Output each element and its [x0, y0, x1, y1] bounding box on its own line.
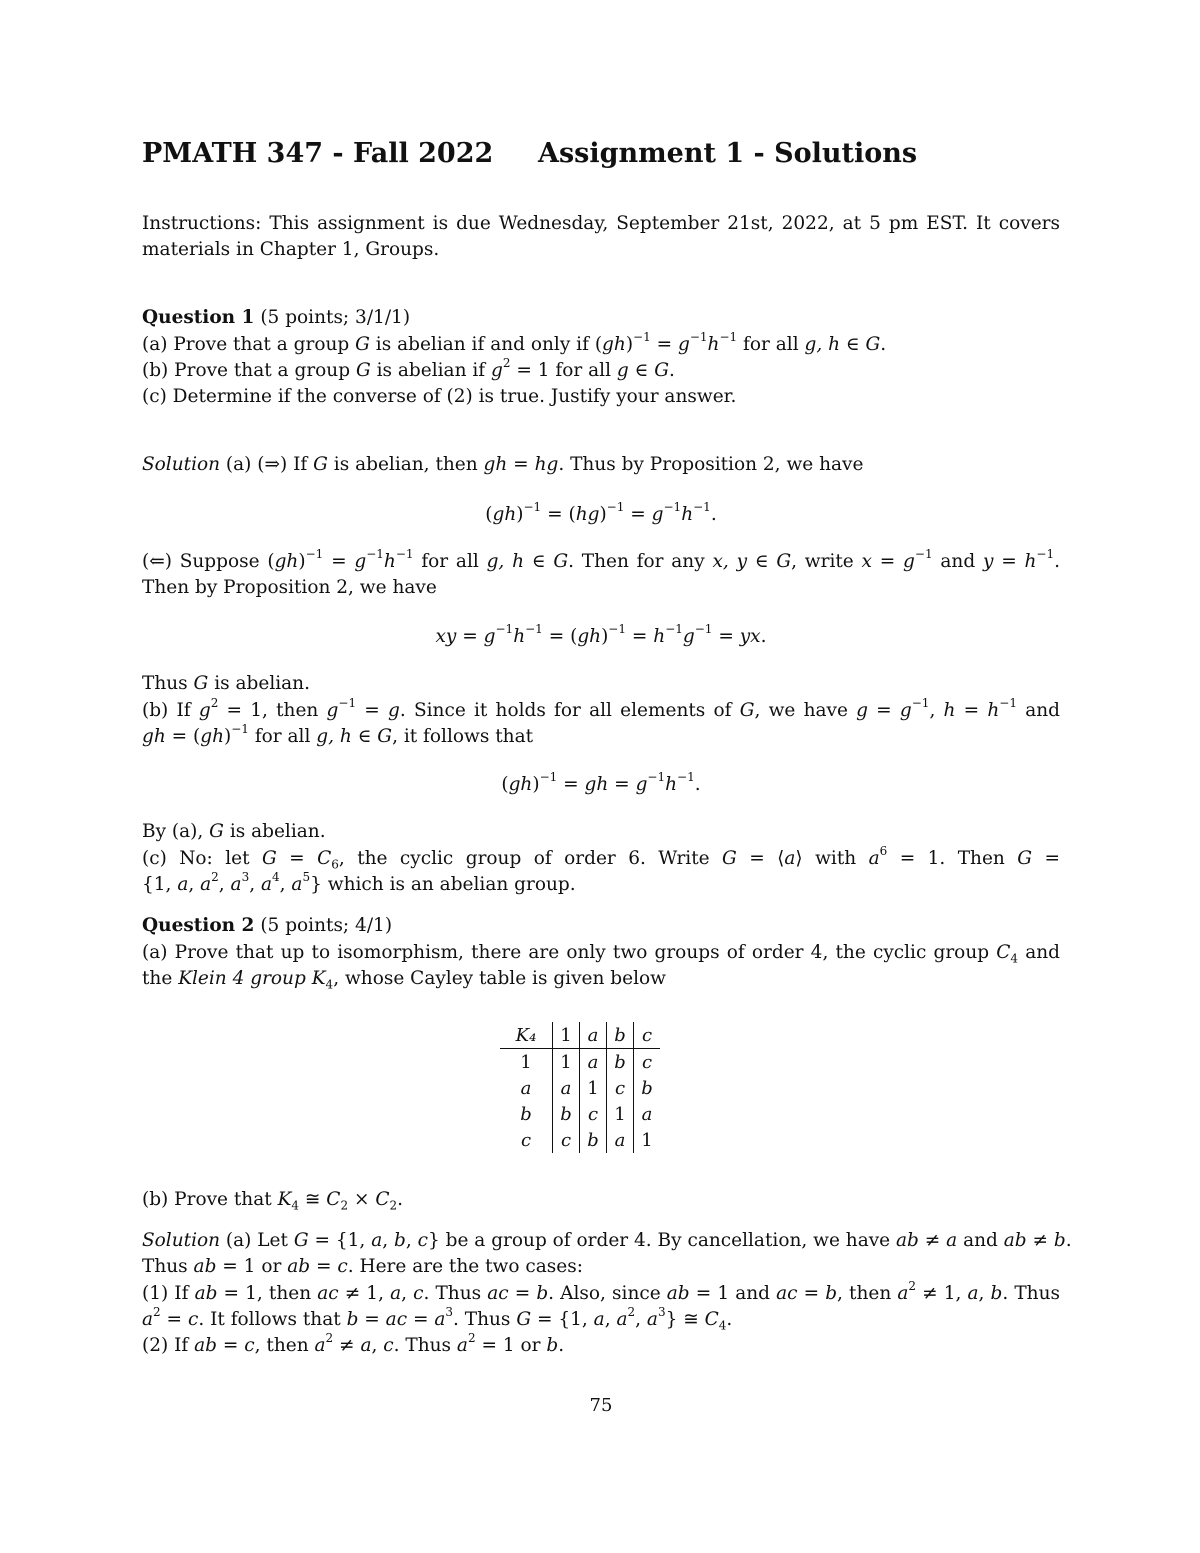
question-1-heading [142, 305, 410, 331]
course-title: PMATH 347 - Fall 2022 [142, 138, 494, 169]
cayley-table-container [500, 1022, 660, 1153]
cayley-cell: c [641, 1051, 653, 1073]
question-1-points: (5 points; 3/1/1) [260, 307, 411, 328]
cayley-cell: a [607, 1127, 634, 1153]
cayley-cell: c [553, 1127, 580, 1153]
cayley-cell: c [580, 1101, 607, 1127]
cayley-cell: 1 [641, 1129, 653, 1151]
cayley-cell: b [553, 1101, 580, 1127]
cayley-cell: 1 [607, 1101, 634, 1127]
document-page [142, 0, 1072, 1553]
cayley-table [500, 1022, 660, 1153]
question-1-part-c: (c) Determine if the converse of (2) is true. Justify your answer. [142, 386, 737, 407]
instructions-line-2: materials in Chapter 1, Groups. [142, 239, 440, 260]
cayley-col-header: c [634, 1022, 661, 1049]
question-2-label: Question 2 [142, 915, 255, 936]
solution-1c-line-2: {1, a, $a^2$, $a^3$, $a^4$, $a^5$} which is an abelian group. [142, 869, 576, 895]
cayley-row [500, 1075, 660, 1101]
question-1-part-a: (a) Prove that a group G is abelian if and only if $(gh)^{-1} = g^{-1}h^{-1}$ for all g, h ∈ G. [142, 329, 887, 355]
solution-1b-line-2: gh = (gh)$^{-1}$ for all g, h ∈ G, it follows that [142, 721, 534, 747]
solution-1b-conclusion: By (a), G is abelian. [142, 821, 326, 842]
question-1-label: Question 1 [142, 307, 255, 328]
document-title [142, 138, 918, 169]
question-2-part-a-line-1: (a) Prove that up to isomorphism, there are only two groups of order 4, the cyclic group $C_4$ and [142, 942, 1061, 966]
cayley-row-header: b [500, 1101, 553, 1127]
equation-3: (gh)$^{-1}$ = gh = $g^{-1}h^{-1}$. [501, 769, 701, 795]
instructions-line-1: Instructions: This assignment is due Wednesday, September 21st, 2022, at 5 pm EST. It covers [142, 213, 1060, 234]
cayley-cell: c [607, 1075, 634, 1101]
cayley-corner: K₄ [500, 1022, 553, 1049]
solution-1a-prop: Then by Proposition 2, we have [142, 577, 437, 598]
cayley-row-header: c [500, 1127, 553, 1153]
solution-1c-line-1: (c) No: let $G = C_6$, the cyclic group of order 6. Write G = ⟨a⟩ with $a^6 = 1$. Then G = [142, 843, 1060, 872]
question-2-points: (5 points; 4/1) [260, 915, 393, 936]
solution-2a-case-1-line-1: (1) If ab = 1, then ac ≠ 1, a, c. Thus ac = b. Also, since ab = 1 and ac = b, then $a^2 \ne 1$, a, b. Thus [142, 1278, 1060, 1304]
solution-1a-conclusion: Thus G is abelian. [142, 673, 310, 694]
solution-1a-converse: (⇐) Suppose $(gh)^{-1} = g^{-1}h^{-1}$ for all g, h ∈ G. Then for any x, y ∈ G, write $x = g^{-1}$ and $y = h^{-1}$. [142, 546, 1060, 572]
cayley-row-header: 1 [500, 1049, 553, 1076]
question-1-part-b: (b) Prove that a group G is abelian if $g^2 = 1$ for all g ∈ G. [142, 355, 675, 381]
cayley-row [500, 1049, 660, 1076]
cayley-row [500, 1101, 660, 1127]
cayley-cell: b [580, 1127, 607, 1153]
cayley-cell: a [580, 1049, 607, 1076]
cayley-cell: 1 [580, 1075, 607, 1101]
solution-2a-case-2: (2) If ab = c, then $a^2 \ne a$, c. Thus $a^2 = 1$ or b. [142, 1330, 565, 1356]
question-2-heading [142, 913, 392, 939]
cayley-row-header: a [500, 1075, 553, 1101]
cayley-cell: a [553, 1075, 580, 1101]
equation-1: $(gh)^{-1} = (hg)^{-1} = g^{-1}h^{-1}$. [485, 499, 717, 525]
solution-1a-intro: Solution (a) (⇒) If G is abelian, then gh = hg. Thus by Proposition 2, we have [142, 454, 864, 475]
cayley-header-row [500, 1022, 660, 1049]
equation-2: xy = $g^{-1}h^{-1} = (gh)^{-1} = h^{-1}g^{-1}$ = yx. [435, 621, 767, 647]
page-number: 75 [589, 1395, 613, 1416]
cayley-col-header: 1 [553, 1022, 580, 1049]
question-2-part-b: (b) Prove that $K_4$ ≅ $C_2 \times C_2$. [142, 1189, 404, 1213]
solution-2a-line-1: Solution (a) Let G = {1, a, b, c} be a group of order 4. By cancellation, we have ab ≠ a and ab ≠ b. [142, 1230, 1072, 1251]
cayley-col-header: a [580, 1022, 607, 1049]
cayley-cell: 1 [553, 1049, 580, 1076]
cayley-cell: b [607, 1049, 634, 1076]
solution-2a-case-1-line-2: $a^2 = c$. It follows that b = ac = $a^3$. Thus G = {1, a, $a^2$, $a^3$} ≅ $C_4$. [142, 1304, 733, 1333]
cayley-cell: a [641, 1103, 653, 1125]
solution-2a-line-2: Thus ab = 1 or ab = c. Here are the two cases: [142, 1256, 583, 1277]
assignment-title: Assignment 1 - Solutions [538, 138, 918, 169]
cayley-col-header: b [607, 1022, 634, 1049]
cayley-row [500, 1127, 660, 1153]
cayley-cell: b [641, 1077, 653, 1099]
solution-1b-line-1: (b) If $g^2 = 1$, then $g^{-1} = g$. Since it holds for all elements of G, we have $g = g^{-1}$, $h = h^{-1}$ and [142, 695, 1060, 721]
question-2-part-a-line-2: the Klein 4 group $K_4$, whose Cayley table is given below [142, 968, 666, 992]
